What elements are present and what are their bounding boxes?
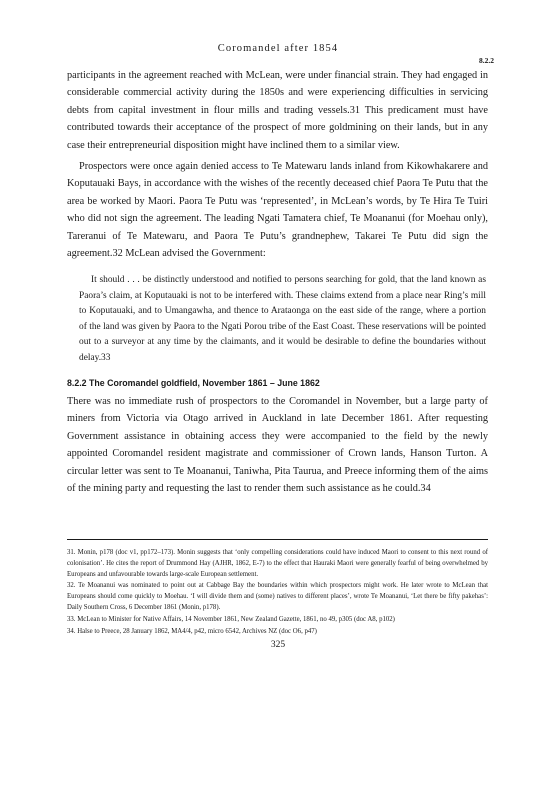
running-title: Coromandel after 1854	[217, 43, 339, 54]
footnote-33: 33. McLean to Minister for Native Affairs, 14 November 1861, New Zealand Gazette, 1861, no 49, p305 (doc A8, p102)	[67, 615, 395, 623]
footnote-rule	[67, 539, 488, 540]
paragraph-2: Prospectors were once again denied access to Te Matewaru lands inland from Kikowhakarere and Koputauaki Bays, in accordance with the wishes of the recently deceased chief Paora Te Putu that the area be worked by Maori. Paora Te Putu was ‘represented’, in McLean’s words, by Te Hira Te Tuiri who did not sign the agreement. The leading Ngati Tamatera chief, Te Moananui (for Moehau only), Tareranui of Te Matewaru, and Paora Te Putu’s grandnephew, Takarei Te Putu did sign the agreement.32 McLean advised the Government:	[67, 161, 488, 260]
footnote-34: 34. Halse to Preece, 28 January 1862, MA4/4, p42, micro 6542, Archives NZ (doc O6, p47)	[67, 627, 317, 635]
footnote-31: 31. Monin, p178 (doc v1, pp172–173). Monin suggests that ‘only compelling considerations could have induced Maori to consent to this next round of colonisation’. He cites the report of Drummond Hay (AJHR, 1862, E-7) to the effect that Hauraki Maori were generally fearful of being overwhelmed by Europeans and unfavourable towards large-scale European settlement.	[67, 549, 488, 578]
paragraph-3: There was no immediate rush of prospectors to the Coromandel in November, but a large party of miners from Victoria via Otago arrived in Auckland in late December 1861. After requesting Government assistance in obtaining access they were accompanied to the field by the newly appointed Coromandel resident magistrate and commissioner of Crown lands, Hanson Turton. A circular letter was sent to Te Moananui, Taniwha, Pita Taurua, and Preece informing them of the aims of the mining party and requesting the last to render them such assistance as he could.34	[67, 396, 488, 495]
footnote-32: 32. Te Moananui was nominated to point out at Cabbage Bay the boundaries within which prospectors might work. He later wrote to McLean that Europeans should come quickly to Moehau. ‘I will divide them and (some) natives to different places’, wrote Te Moananui, ‘Let there be fifty pakehas’: Daily Southern Cross, 6 December 1861 (Monin, p178).	[67, 582, 488, 611]
page-number: 325	[270, 640, 286, 650]
footnotes	[67, 548, 488, 638]
block-quote: It should . . . be distinctly understood and notified to persons searching for gold, that the land known as Paora’s claim, at Koputauaki is not to be interfered with. These claims extend from a place near Ring’s mill to Koputauaki, and to Umangawha, and thence to Arataonga on the east side of the range, where a portion of the land was given by Paora to the Ngati Porou tribe of the East Coast. These reservations will be pointed out to a surveyor at any time by the claimants, and it would be desirable to define the boundaries without delay.33	[79, 275, 486, 363]
section-number: 8.2.2	[479, 56, 494, 65]
paragraph-1: participants in the agreement reached with McLean, were under financial strain. They had engaged in considerable commercial activity during the 1850s and were experiencing difficulties in servicing debts from capital investment in flour mills and trading vessels.31 This predicament must have contributed towards their acceptance of the prospect of more goldmining on their lands, but in any case their entrepreneurial disposition might have inclined them to a similar view.	[67, 70, 488, 151]
section-heading: 8.2.2 The Coromandel goldfield, November 1861 – June 1862	[67, 378, 320, 388]
